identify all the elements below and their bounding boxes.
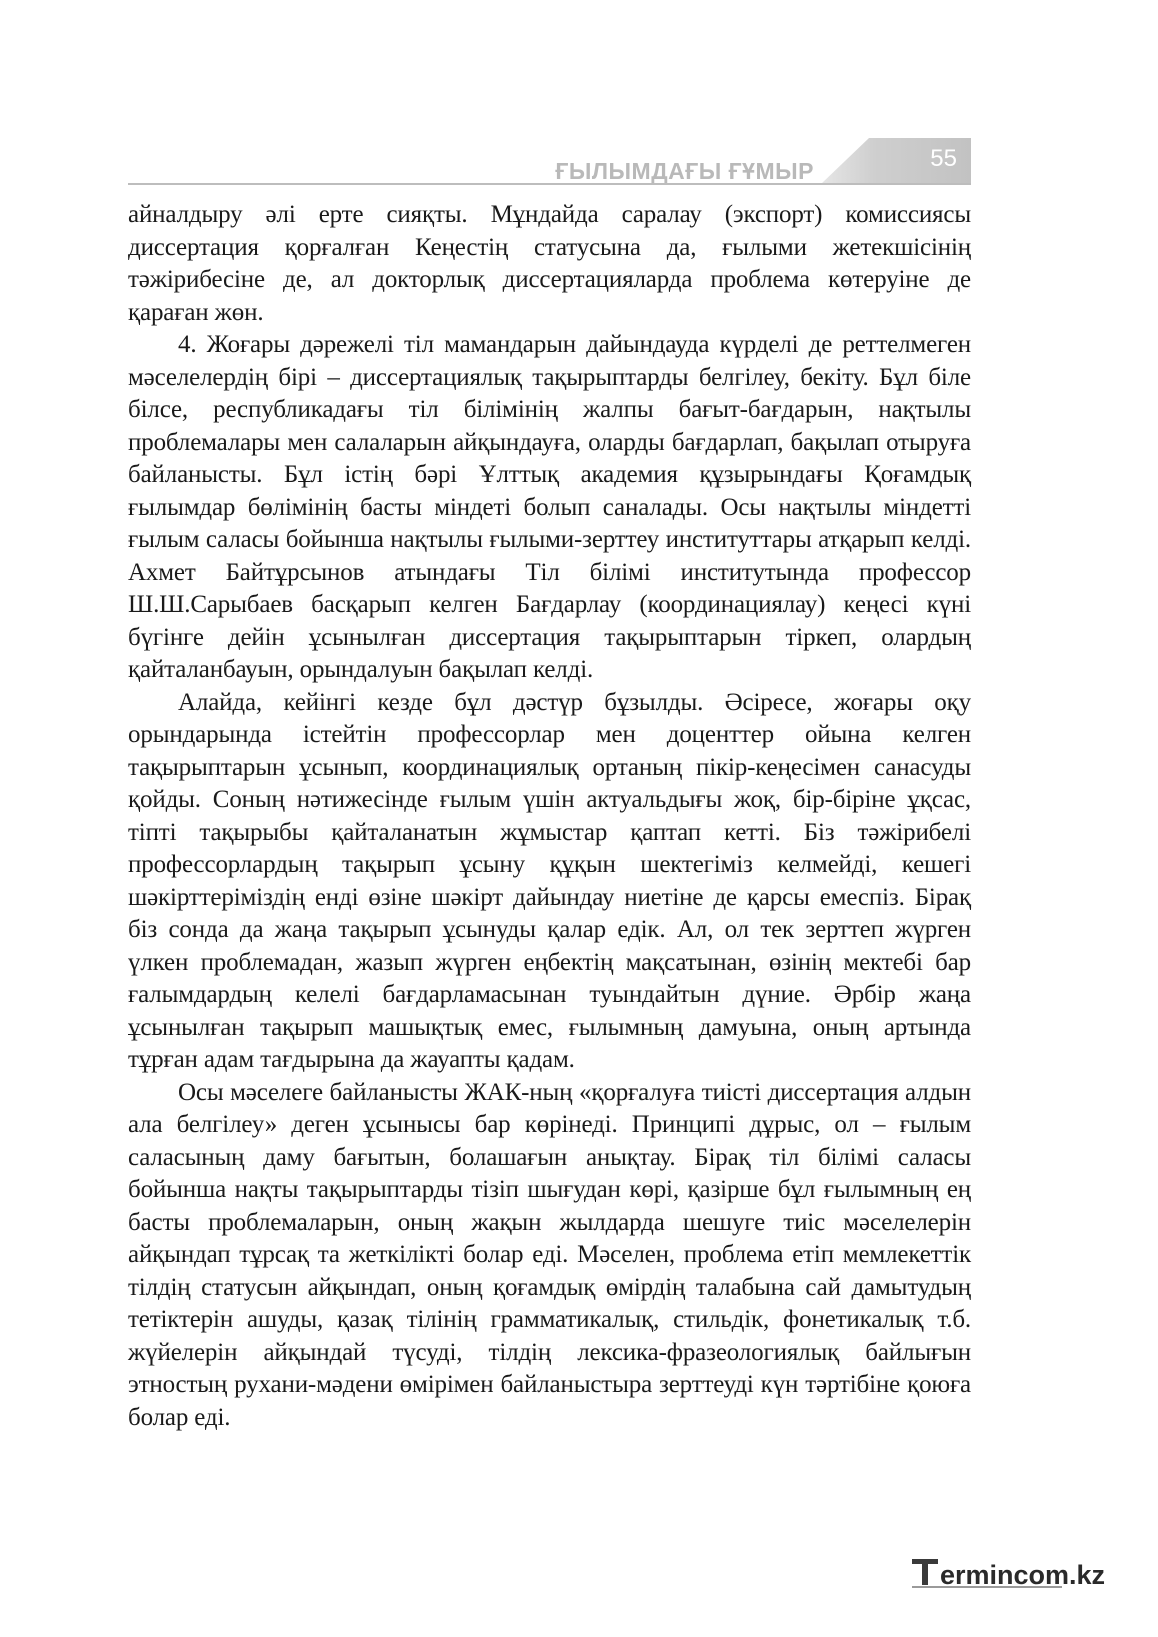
paragraph-1: айналдыру әлі ерте сияқты. Мұндайда саралау (экспорт) комиссиясы диссертация қорғалған Кеңестің статусына да, ғылыми жетекшісінің тәжірибесіне де, ал докторлық диссертацияларда проблема көтеруіне де қараған жөн. xyxy=(128,201,971,326)
svg-text:ermincom.kz: ermincom.kz xyxy=(940,1560,1106,1590)
paragraph-4: Осы мәселеге байланысты ЖАК-ның «қорғалуға тиісті диссертация алдын ала белгілеу» деген ұсынысы бар көрінеді. Принципі дұрыс, ол – ғылым саласының даму бағытын, болашағын анықтау. Бірақ тіл білімі саласы бойынша нақты тақырыптарды тізіп шығудан көрі, қазірше бұл ғылымның ең басты проблемаларын, оның жақын жылдарда шешуге тиіс мәселелерін айқындап тұрсақ та жеткілікті болар еді. Мәселен, проблема етіп мемлекеттік тілдің статусын айқындап, оның қоғамдық өмірдің талабына сай дамытудың тетіктерін ашуды, қазақ тілінің грамматикалық, стильдік, фонетикалық т.б. жүйелерін айқындай түсуді, тілдің лексика-фразеологиялық байлығын этностың рухани-мәдени өмірімен байланыстыра зерттеуді күн тәртібіне қоюға болар еді. xyxy=(128,1078,971,1431)
running-header-title: ҒЫЛЫМДАҒЫ ҒҰМЫР xyxy=(555,158,814,184)
paragraph-3: Алайда, кейінгі кезде бұл дәстүр бұзылды. Әсіресе, жоғары оқу орындарында істейтін профессорлар мен доценттер ойына келген тақырыптарын ұсынып, координациялық ортаның пікір-кеңесімен санасуды қойды. Соның нәтижесінде ғылым үшін актуальдығы жоқ, бір-біріне ұқсас, тіпті тақырыбы қайталанатын жұмыстар қаптап кетті. Біз тәжірибелі профессорлардың тақырып ұсыну құқын шектегіміз келмейді, кешегі шәкірттеріміздің енді өзіне шәкірт дайындау ниетіне де қарсы емеспіз. Бірақ біз сонда да жаңа тақырып ұсынуды қалар едік. Ал, ол тек зерттеп жүрген үлкен проблемадан, жазып жүрген еңбектің мақсатынан, өзінің мектебі бар ғалымдардың келелі бағдарламасынан туындайтын дүние. Әрбір жаңа ұсынылған тақырып машықтық емес, ғылымның дамуына, оның артында тұрған адам тағдырына да жауапты қадам. xyxy=(128,688,971,1073)
page-body xyxy=(128,199,971,1434)
paragraph-2: 4. Жоғары дәрежелі тіл мамандарын дайындауда күрделі де реттелмеген мәселелердің бірі – диссертациялық тақырыптарды белгілеу, бекіту. Бұл біле білсе, республикадағы тіл білімінің жалпы бағыт-бағдарын, нақтылы проблемалары мен салаларын айқындауға, оларды бағдарлап, бақылап отыруға байланысты. Бұл істің бәрі Ұлттық академия құзырындағы Қоғамдық ғылымдар бөлімінің басты міндеті болып саналады. Осы нақтылы міндетті ғылым саласы бойынша нақтылы ғылыми-зерттеу институттары атқарып келді. Ахмет Байтұрсынов атындағы Тіл білімі институтында профессор Ш.Ш.Сарыбаев басқарып келген Бағдарлау (координациялау) кеңесі күні бүгінге дейін ұсынылған диссертация тақырыптарын тіркеп, олардың қайталанбауын, орындалуын бақылап келді. xyxy=(128,331,971,683)
header-rule xyxy=(128,183,971,185)
termincom-watermark-logo xyxy=(910,1553,1120,1593)
page-number: 55 xyxy=(930,145,957,172)
running-header xyxy=(128,138,971,186)
